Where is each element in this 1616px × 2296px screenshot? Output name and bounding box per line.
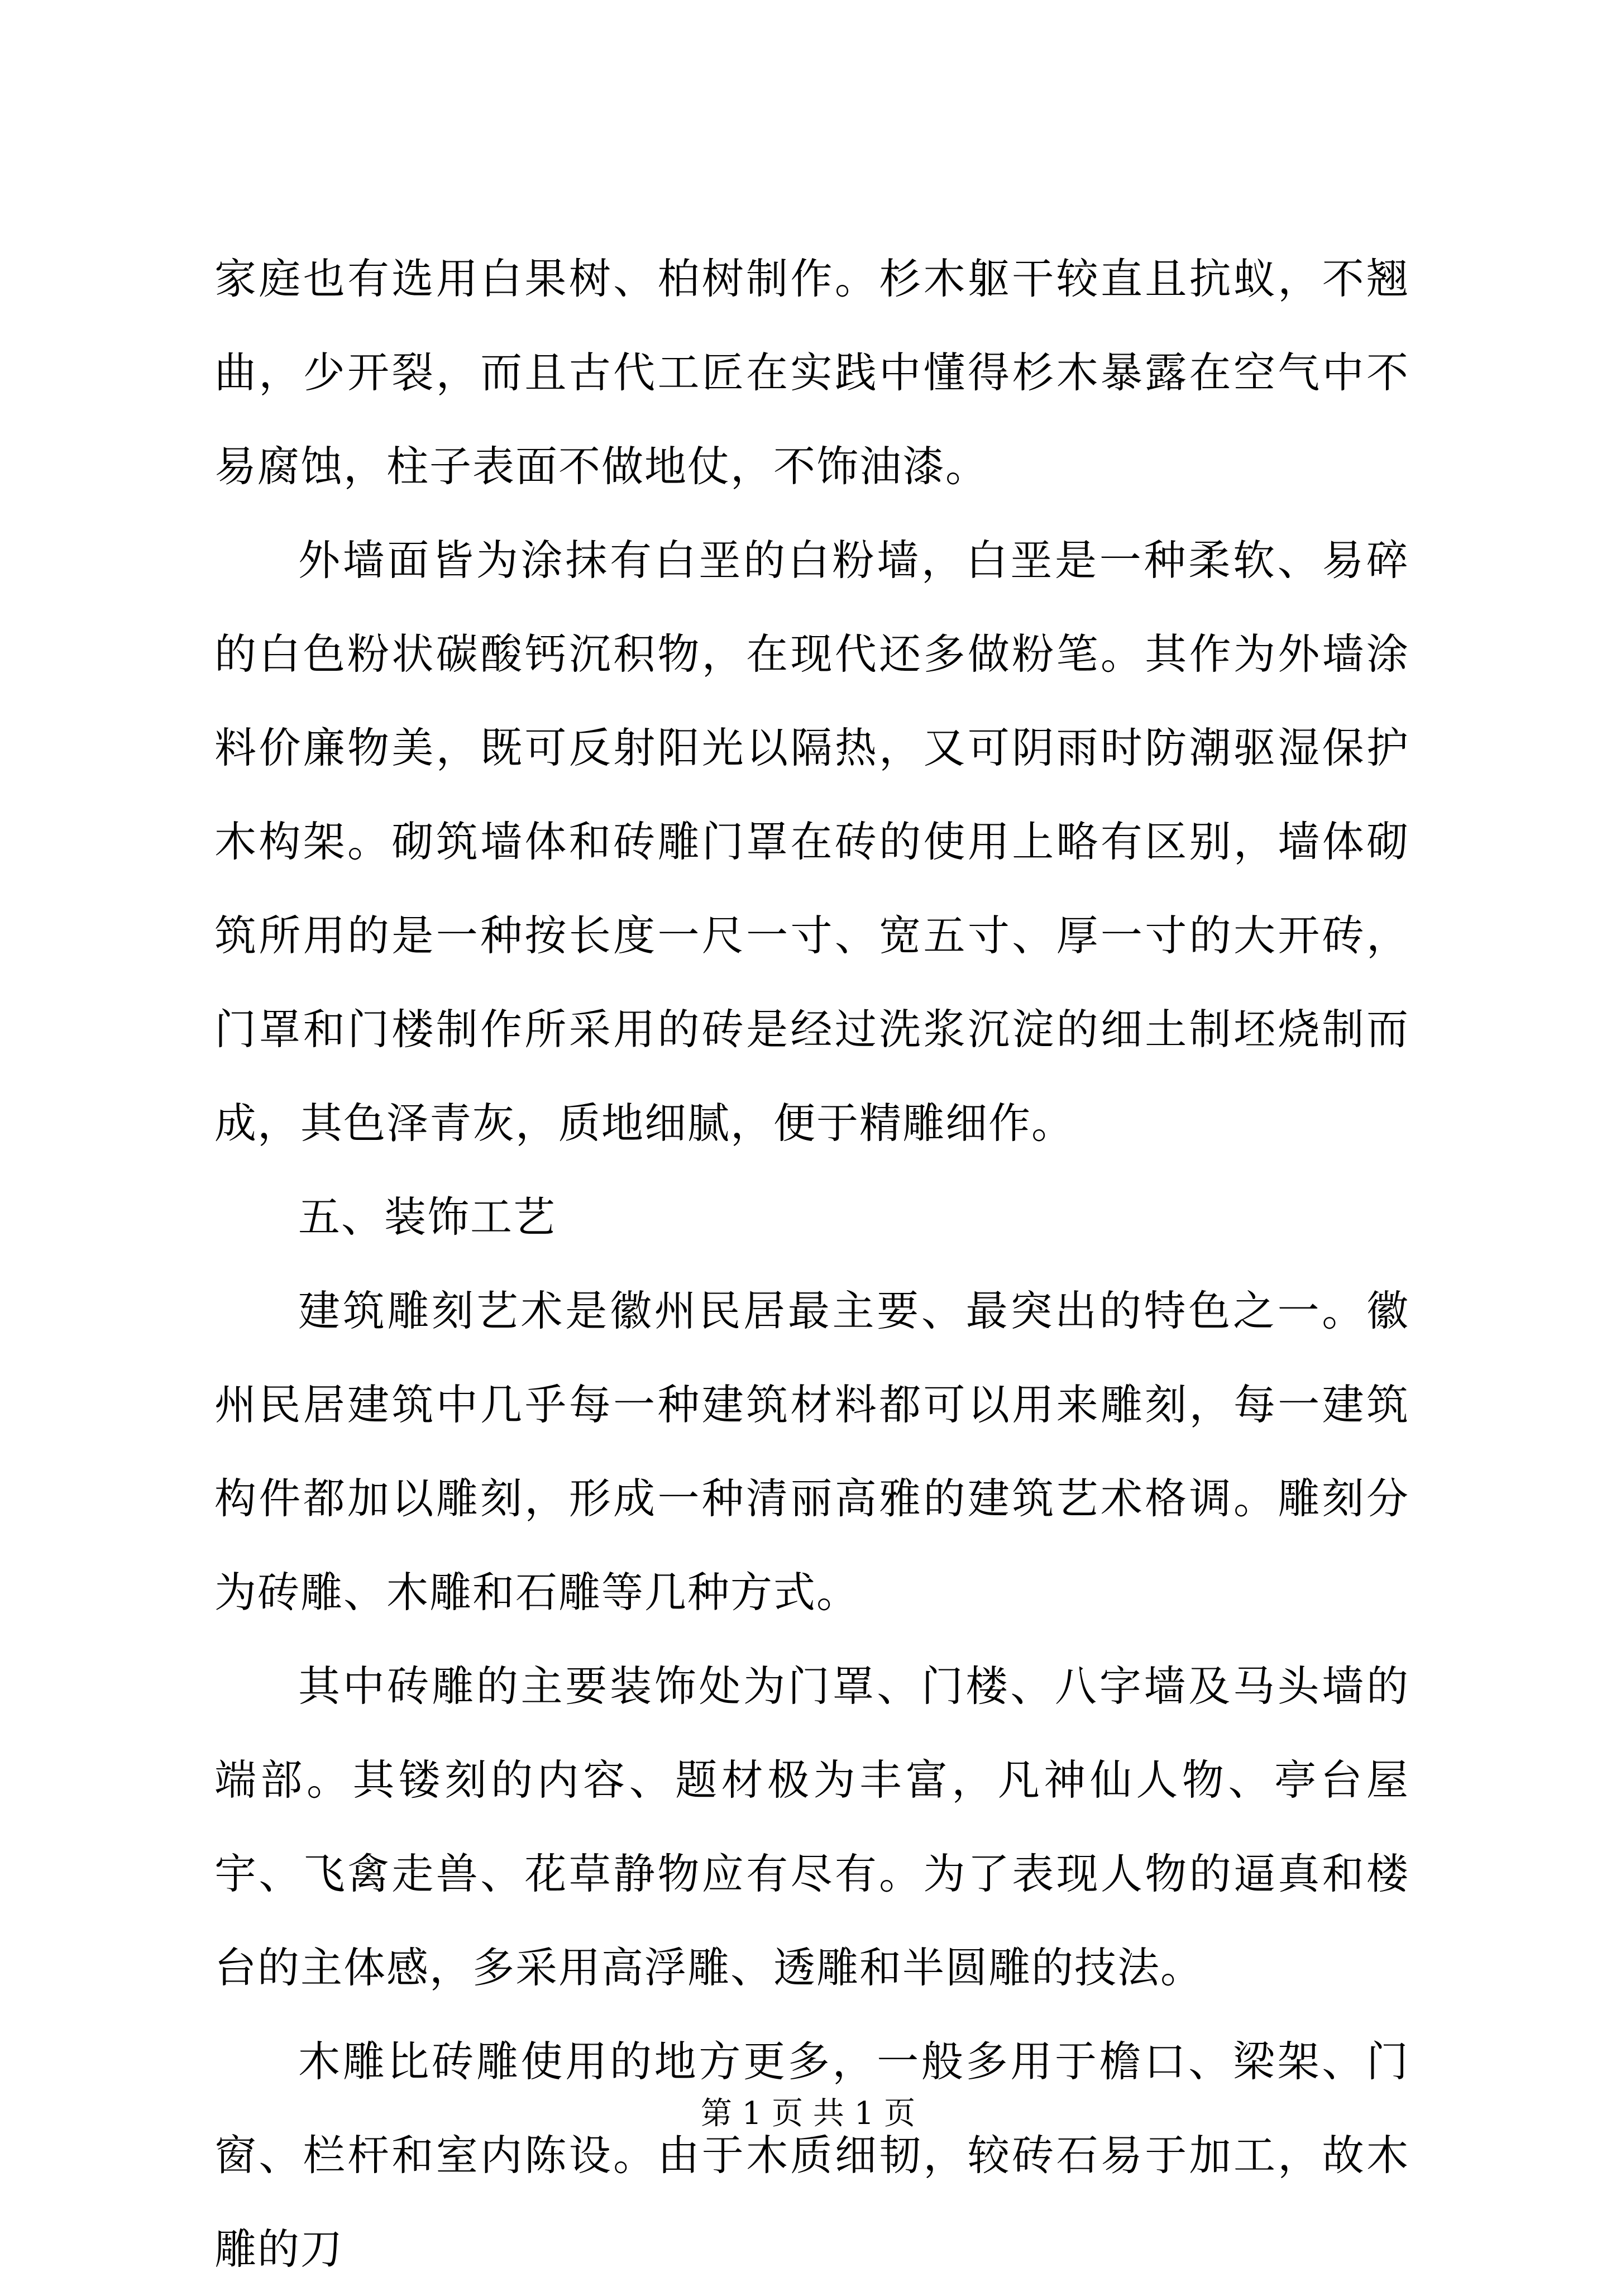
page-footer: 第 1 页 共 1 页: [700, 2095, 916, 2132]
paragraph-pillar-wood: 家庭也有选用白果树、柏树制作。杉木躯干较直且抗蚁，不翘曲，少开裂，而且古代工匠在实践中懂得杉木暴露在空气中不易腐蚀，柱子表面不做地仗，不饰油漆。: [214, 254, 1409, 491]
paragraph-carving-art: 建筑雕刻艺术是徽州民居最主要、最突出的特色之一。徽州民居建筑中几乎每一种建筑材料都可以用来雕刻，每一建筑构件都加以雕刻，形成一种清丽高雅的建筑艺术格调。雕刻分为砖雕、木雕和石雕等几种方式。: [214, 1286, 1409, 1617]
paragraph-brick-carving: 其中砖雕的主要装饰处为门罩、门楼、八字墙及马头墙的端部。其镂刻的内容、题材极为丰富，凡神仙人物、亭台屋宇、飞禽走兽、花草静物应有尽有。为了表现人物的逼真和楼台的主体感，多采用高浮雕、透雕和半圆雕的技法。: [214, 1662, 1409, 1992]
document-body: [214, 232, 1409, 2296]
section-heading-decoration: 五、装饰工艺: [298, 1192, 557, 1242]
paragraph-wood-carving: 木雕比砖雕使用的地方更多，一般多用于檐口、梁架、门窗、栏杆和室内陈设。由于木质细韧，较砖石易于加工，故木雕的刀: [214, 2037, 1409, 2274]
paragraph-wall-plaster: 外墙面皆为涂抹有白垩的白粉墙，白垩是一种柔软、易碎的白色粉状碳酸钙沉积物，在现代还多做粉笔。其作为外墙涂料价廉物美，既可反射阳光以隔热，又可阴雨时防潮驱湿保护木构架。砌筑墙体和砖雕门罩在砖的使用上略有区别，墙体砌筑所用的是一种按长度一尺一寸、宽五寸、厚一寸的大开砖，门罩和门楼制作所采用的砖是经过洗浆沉淀的细土制坯烧制而成，其色泽青灰，质地细腻，便于精雕细作。: [214, 536, 1409, 1148]
